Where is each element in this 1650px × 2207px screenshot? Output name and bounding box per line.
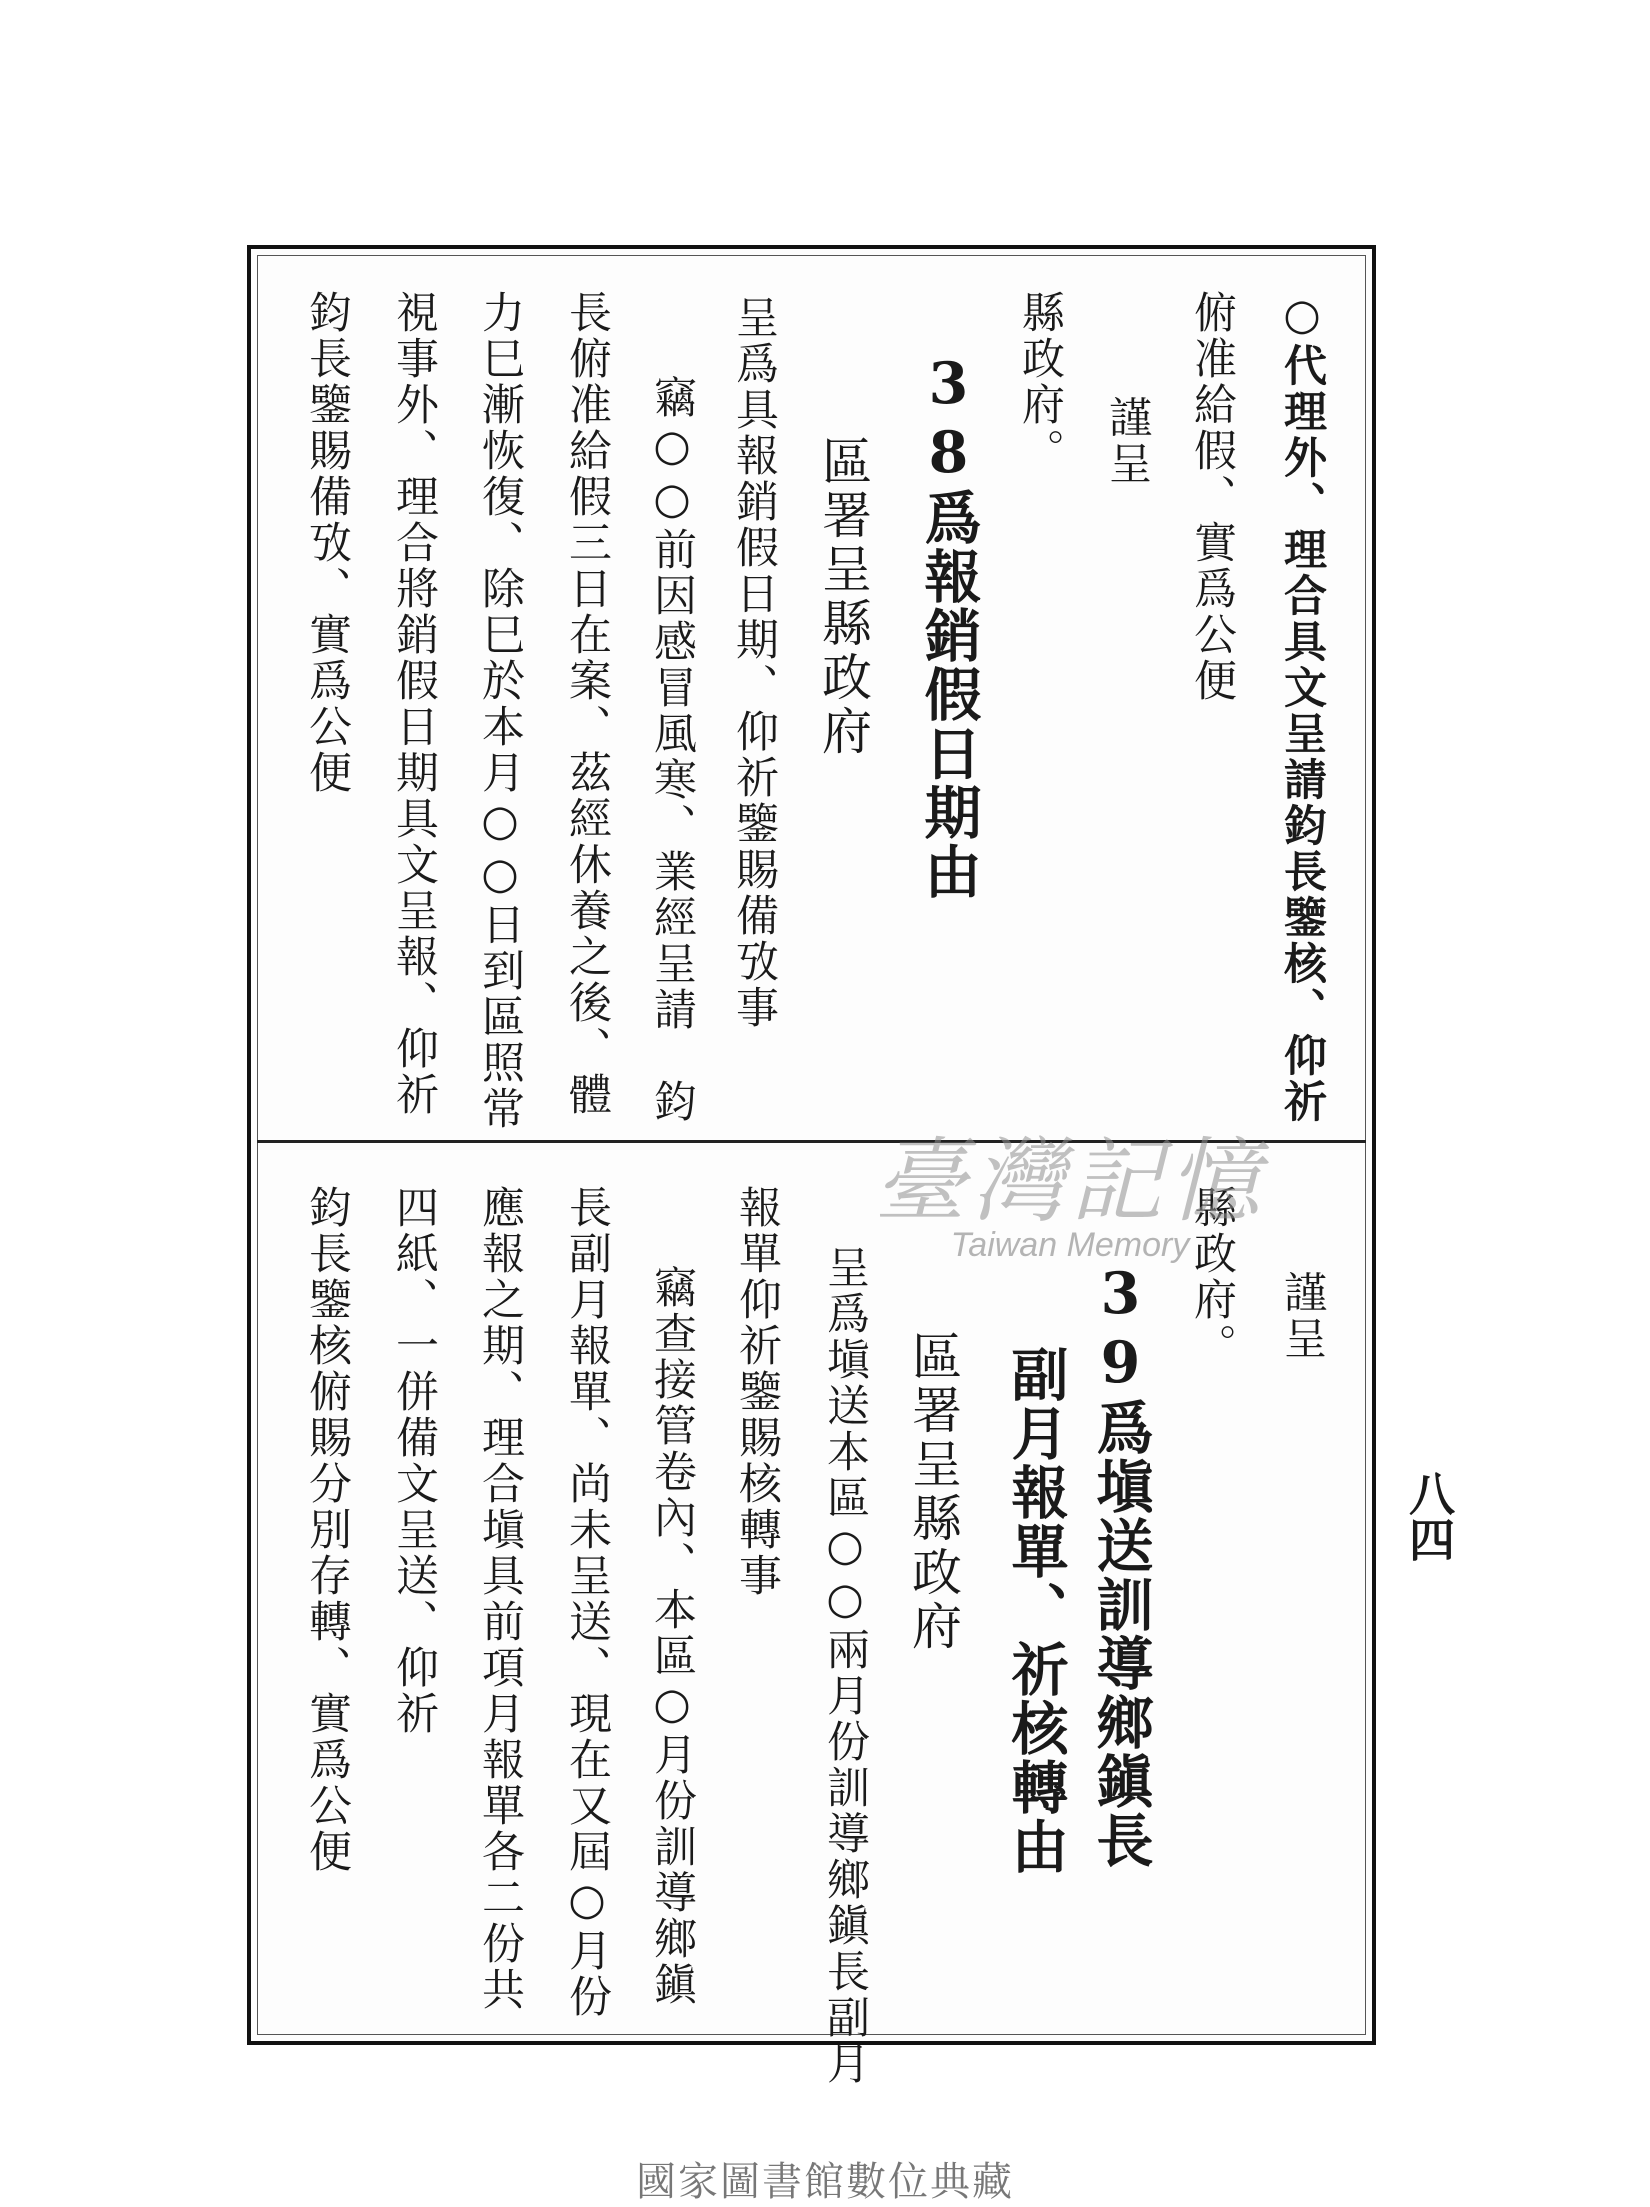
lower-col-7: 報單仰祈鑒賜核轉事 [732,1185,782,1599]
lower-col-11: 四紙、一併備文呈送、仰祈 [389,1185,439,1737]
upper-col-3: 謹呈 [1102,395,1152,487]
upper-col-1: ○代理外、理合具文呈請鈞長鑒核、仰祈 [1277,290,1327,1125]
watermark-chinese: 臺灣記憶 [873,1128,1266,1235]
upper-col-10: 力巳漸恢復、除巳於本月○○日到區照常 [475,290,525,1132]
footer-credit: 國家圖書館數位典藏 [636,2159,1014,2205]
upper-col-12: 鈞長鑒賜備攷、實爲公便 [302,290,352,796]
lower-col-10: 應報之期、理合塡具前項月報單各二份共 [475,1185,525,2013]
lower-col-1: 謹呈 [1277,1270,1327,1362]
lower-heading-cont: 副月報單、祈核轉由 [1002,1345,1069,1876]
upper-col-8: 竊○○前因感冒風寒、業經呈請 鈞 [647,375,697,1125]
upper-col-4: 縣政府。 [1015,290,1065,474]
lower-col-9: 長副月報單、尚未呈送、現在又屆○月份 [562,1185,612,2020]
upper-heading: 38爲報銷假日期由 [915,350,982,901]
upper-col-11: 視事外、理合將銷假日期具文呈報、仰祈 [389,290,439,1118]
watermark-english: Taiwan Memory [950,1226,1190,1264]
watermark [835,1108,1305,1278]
lower-subheading: 區署呈縣政府 [904,1330,962,1654]
lower-col-6: 呈爲塡送本區○○兩月份訓導鄉鎭長副月 [820,1245,870,2087]
upper-col-2: 俯准給假、實爲公便 [1187,290,1237,704]
upper-col-7: 呈爲具報銷假日期、仰祈鑒賜備攷事 [729,295,779,1031]
lower-col-12: 鈞長鑒核俯賜分別存轉、實爲公便 [302,1185,352,1875]
upper-subheading: 區署呈縣政府 [814,435,872,759]
lower-col-2: 縣政府。 [1187,1185,1237,1369]
lower-col-8: 竊查接管卷內、本區○月份訓導鄉鎭 [647,1265,697,2008]
upper-col-9: 長俯准給假三日在案、茲經休養之後、體 [562,290,612,1118]
lower-heading: 39爲塡送訓導鄉鎭長 [1087,1260,1154,1870]
page-number: 八四 [1402,1470,1456,1562]
